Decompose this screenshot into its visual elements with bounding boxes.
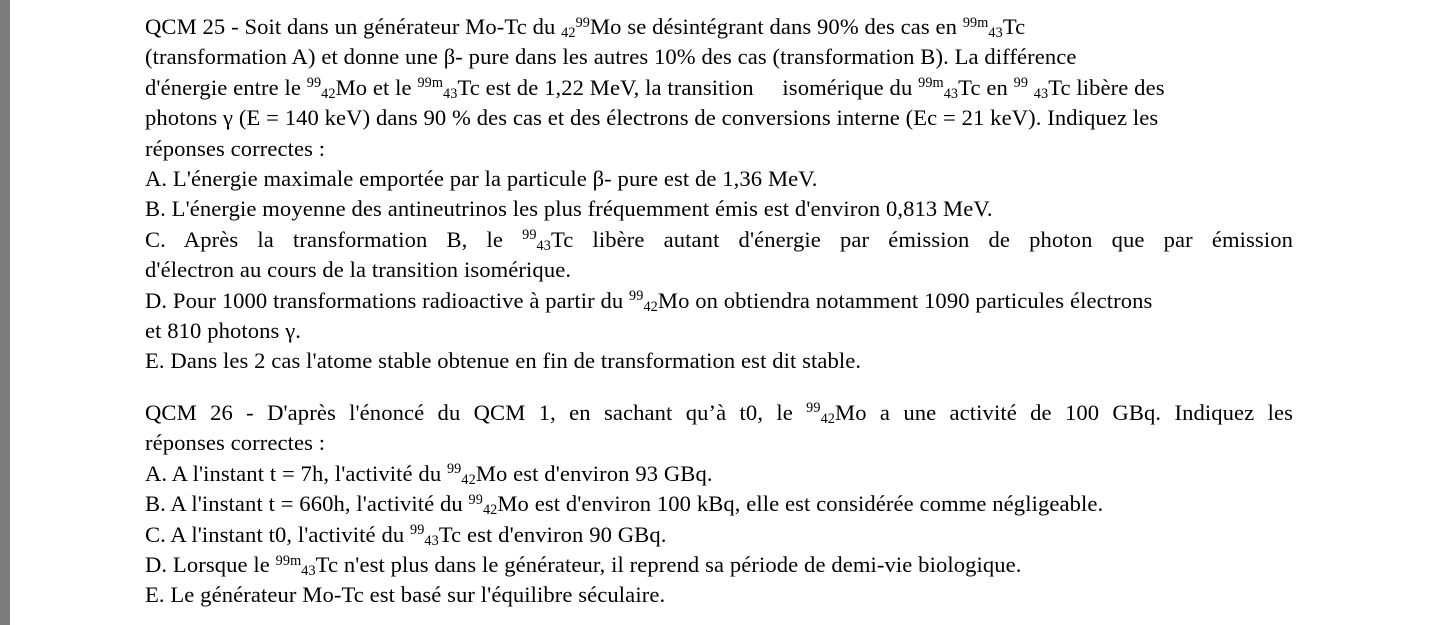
text-segment: QCM 26 - D'après l'énoncé du QCM 1, en sachant qu’à t0, le — [145, 399, 807, 425]
nuclide-atomic-number-subscript: 43 — [301, 563, 316, 580]
text-segment: Tc — [1002, 14, 1026, 39]
nuclide-mass-superscript: 99 — [806, 400, 821, 417]
qcm26-answer-c — [145, 520, 1293, 550]
text-segment: (transformation A) et donne une β- pure dans les autres 10% des cas (transformation B). La différence — [145, 44, 1077, 70]
text-segment: E. Dans les 2 cas l'atome stable obtenue en fin de transformation est dit stable. — [145, 348, 862, 374]
paragraph-spacer — [145, 377, 1293, 398]
nuclide-mass-superscript: 99 — [409, 522, 425, 539]
nuclide-atomic-number-subscript: 43 — [1033, 85, 1049, 102]
text-segment: d'énergie entre le — [145, 74, 307, 100]
page-edge-strip — [0, 0, 10, 625]
text-segment: Mo on obtiendra notamment 1090 particules électrons — [657, 287, 1153, 313]
qcm25-answer-d-line2 — [145, 316, 1293, 346]
text-segment: Mo se désintégrant dans 90% des cas en — [589, 14, 963, 39]
nuclide-atomic-number-subscript: 42 — [643, 298, 658, 315]
text-segment: et 810 photons γ. — [145, 318, 302, 344]
text-segment — [1028, 75, 1034, 100]
qcm26-answer-d — [145, 550, 1293, 580]
text-segment: Tc est de 1,22 MeV, la transition isomérique du — [457, 74, 919, 100]
qcm25-intro-line3 — [145, 73, 1293, 103]
nuclide-mass-superscript: 99m — [918, 75, 944, 92]
qcm25-intro-line2 — [145, 42, 1293, 72]
text-segment: photons γ (E = 140 keV) dans 90 % des cas et des électrons de conversions interne (Ec = 21 keV). Indiquez les — [145, 105, 1159, 131]
nuclide-atomic-number-subscript: 43 — [536, 237, 551, 254]
qcm25-answer-d-line1 — [145, 286, 1293, 316]
text-segment: Tc libère autant d'énergie par émission de photon que par émission — [550, 226, 1293, 252]
nuclide-atomic-number-subscript: 43 — [943, 85, 959, 102]
nuclide-mass-superscript: 99 — [306, 75, 322, 92]
qcm26-intro-line2 — [145, 428, 1293, 458]
nuclide-atomic-number-subscript: 43 — [988, 25, 1003, 42]
nuclide-mass-superscript: 99 — [629, 288, 644, 305]
text-segment: B. L'énergie moyenne des antineutrinos les plus fréquemment émis est d'environ 0,813 MeV. — [145, 196, 993, 222]
qcm26-intro-line1 — [145, 398, 1293, 428]
nuclide-mass-superscript: 99 — [522, 227, 537, 244]
text-segment: Tc n'est plus dans le générateur, il reprend sa période de demi-vie biologique. — [315, 551, 1022, 577]
qcm25-intro-line5 — [145, 134, 1293, 164]
text-segment: C. A l'instant t0, l'activité du — [145, 521, 410, 547]
nuclide-mass-superscript: 99m — [275, 552, 302, 569]
text-segment: E. Le générateur Mo-Tc est basé sur l'équilibre séculaire. — [145, 582, 666, 608]
text-segment: A. A l'instant t = 7h, l'activité du — [145, 460, 447, 486]
qcm25-intro-line1 — [145, 12, 1293, 42]
nuclide-atomic-number-subscript: 42 — [820, 411, 836, 427]
qcm25-answer-b — [145, 194, 1293, 224]
text-segment: B. A l'instant t = 660h, l'activité du — [145, 491, 469, 517]
text-segment: A. L'énergie maximale emportée par la particule β- pure est de 1,36 MeV. — [145, 166, 818, 192]
text-segment: Tc est d'environ 90 GBq. — [438, 521, 667, 547]
text-segment: C. Après la transformation B, le — [145, 226, 523, 252]
nuclide-mass-superscript: 99 — [468, 491, 483, 508]
text-segment: D. Lorsque le — [145, 551, 276, 577]
nuclide-mass-superscript: 99m — [417, 75, 444, 92]
qcm26-answer-b — [145, 489, 1293, 519]
text-segment: d'électron au cours de la transition isomérique. — [145, 257, 572, 283]
text-segment: réponses correctes : — [145, 430, 326, 456]
nuclide-mass-superscript: 99 — [575, 14, 590, 31]
qcm25-answer-c-line2 — [145, 255, 1293, 285]
text-segment: D. Pour 1000 transformations radioactive à partir du — [145, 287, 630, 313]
nuclide-mass-superscript: 99 — [1013, 75, 1029, 92]
nuclide-atomic-number-subscript: 42 — [321, 85, 336, 102]
nuclide-atomic-number-subscript: 42 — [482, 502, 498, 519]
text-segment: Tc en — [958, 74, 1014, 100]
text-segment: Mo et le — [335, 74, 418, 100]
qcm25-answer-a — [145, 164, 1293, 194]
document-text — [145, 12, 1293, 611]
nuclide-atomic-number-subscript: 43 — [443, 85, 458, 102]
qcm25-answer-c-line1 — [145, 225, 1293, 255]
text-segment: Mo a une activité de 100 GBq. Indiquez les — [835, 399, 1293, 425]
text-segment: Mo est d'environ 93 GBq. — [475, 460, 713, 486]
text-segment: QCM 25 - Soit dans un générateur Mo-Tc du — [145, 14, 562, 39]
text-segment: Mo est d'environ 100 kBq, elle est considérée comme négligeable. — [497, 491, 1104, 517]
nuclide-atomic-number-subscript: 42 — [561, 25, 576, 42]
qcm25-intro-line4 — [145, 103, 1293, 133]
text-segment: réponses correctes : — [145, 135, 326, 161]
text-segment: Tc libère des — [1048, 74, 1165, 100]
qcm25-answer-e — [145, 346, 1293, 376]
nuclide-atomic-number-subscript: 42 — [461, 471, 476, 488]
qcm26-answer-e — [145, 580, 1293, 610]
qcm26-answer-a — [145, 459, 1293, 489]
nuclide-mass-superscript: 99m — [962, 14, 989, 31]
nuclide-atomic-number-subscript: 43 — [424, 532, 439, 549]
nuclide-mass-superscript: 99 — [446, 461, 462, 478]
